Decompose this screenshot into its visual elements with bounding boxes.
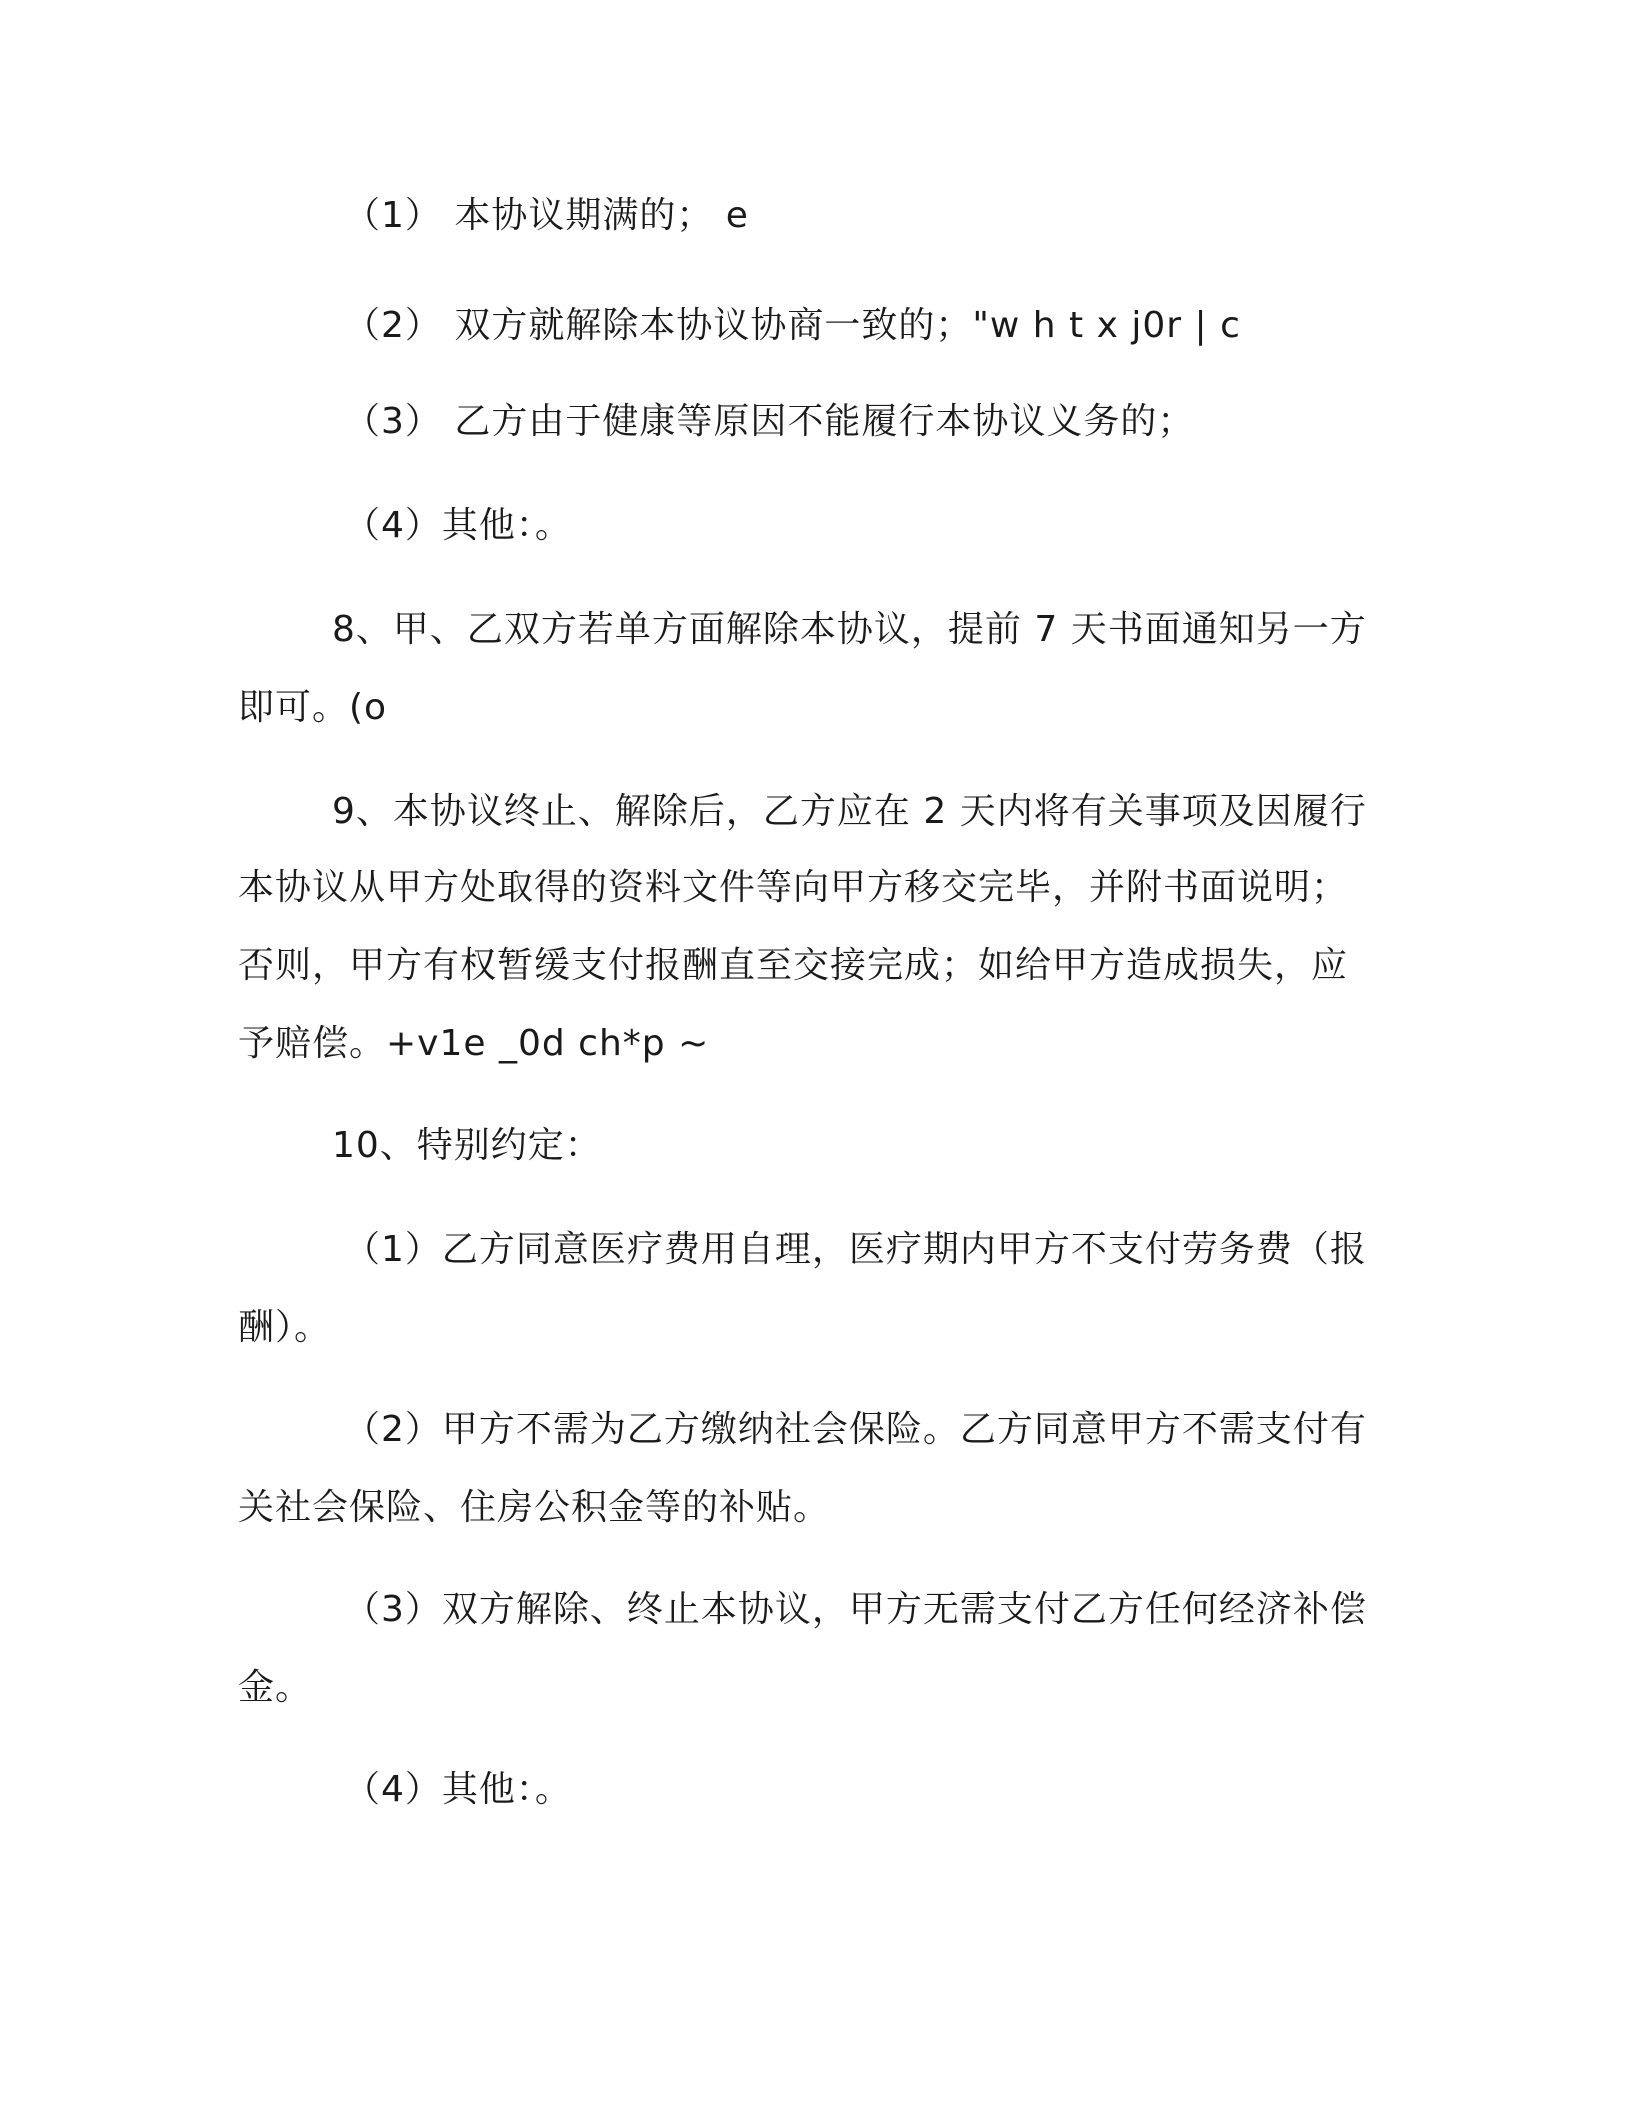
clause-10-item-1-line-2: 酬）。 (238, 1307, 332, 1348)
clause-8-line-2: 即可。(o (238, 687, 388, 728)
clause-9-line-3: 否则，甲方有权暂缓支付报酬直至交接完成；如给甲方造成损失，应 (238, 945, 1349, 986)
clause-9-line-2: 本协议从甲方处取得的资料文件等向甲方移交完毕，并附书面说明； (238, 867, 1349, 908)
clause-7-item-3: （3） 乙方由于健康等原因不能履行本协议义务的； (344, 401, 1195, 442)
clause-10-item-3-line-2: 金。 (238, 1667, 313, 1708)
clause-10-item-1-line-1: （1）乙方同意医疗费用自理，医疗期内甲方不支付劳务费（报 (344, 1229, 1367, 1270)
clause-7-item-4: （4）其他：。 (344, 505, 572, 546)
clause-10-item-2-line-1: （2）甲方不需为乙方缴纳社会保险。乙方同意甲方不需支付有 (344, 1409, 1367, 1450)
clause-9-line-1: 9、本协议终止、解除后，乙方应在 2 天内将有关事项及因履行 (332, 791, 1367, 832)
clause-10-heading: 10、特别约定： (332, 1125, 602, 1166)
clause-10-item-3-line-1: （3）双方解除、终止本协议，甲方无需支付乙方任何经济补偿 (344, 1589, 1367, 1630)
clause-9-line-4: 予赔偿。+v1e _0d ch*p ~ (238, 1023, 710, 1064)
clause-7-item-1: （1） 本协议期满的； e (344, 195, 749, 236)
clause-7-item-2: （2） 双方就解除本协议协商一致的；"w h t x j0r | c (344, 305, 1241, 346)
clause-8-line-1: 8、甲、乙双方若单方面解除本协议，提前 7 天书面通知另一方 (332, 609, 1367, 650)
clause-10-item-4: （4）其他：。 (344, 1769, 572, 1810)
clause-10-item-2-line-2: 关社会保险、住房公积金等的补贴。 (238, 1487, 831, 1528)
